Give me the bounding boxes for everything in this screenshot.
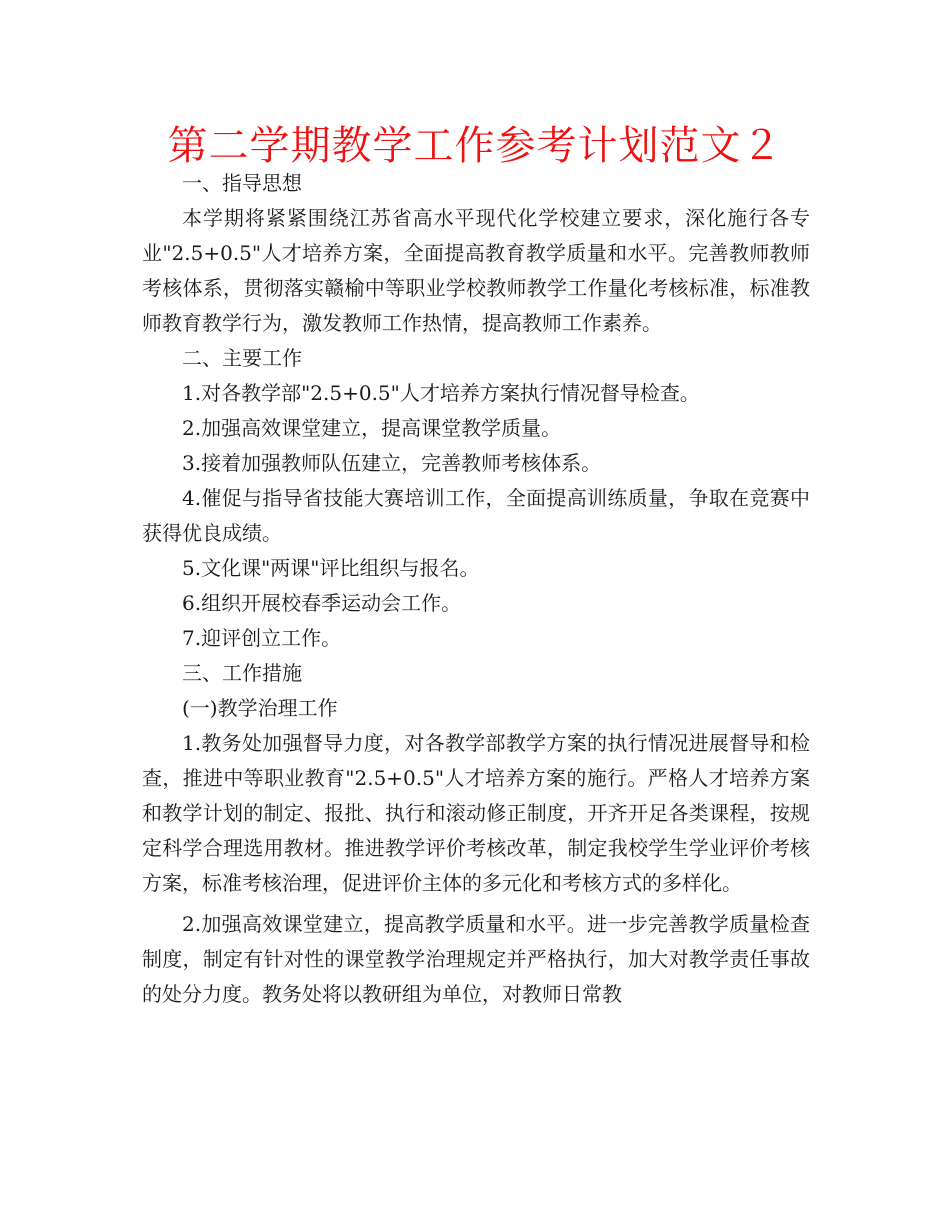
list-item-main-work-7: 7.迎评创立工作。 — [182, 626, 342, 650]
document-body — [142, 166, 810, 1012]
list-item-main-work-3: 3.接着加强教师队伍建立，完善教师考核体系。 — [182, 451, 602, 475]
list-item-main-work-5: 5.文化课"两课"评比组织与报名。 — [182, 556, 480, 580]
paragraph-measure-1: 1.教务处加强督导力度，对各教学部教学方案的执行情况进展督导和检查，推进中等职业教育"2.5+0.5"人才培养方案的施行。严格人才培养方案和教学计划的制定、报批、执行和滚动修正制度，开齐开足各类课程，按规定科学合理选用教材。推进教学评价考核改革，制定我校学生学业评价考核方案，标准考核治理，促进评价主体的多元化和考核方式的多样化。 — [142, 731, 810, 895]
subsection-heading-teaching-management: (一)教学治理工作 — [182, 696, 338, 720]
list-item-main-work-1: 1.对各教学部"2.5+0.5"人才培养方案执行情况督导检查。 — [182, 381, 700, 405]
section-heading-guiding-ideology: 一、指导思想 — [182, 171, 302, 195]
paragraph-measure-2: 2.加强高效课堂建立，提高教学质量和水平。进一步完善教学质量检查制度，制定有针对性的课堂教学治理规定并严格执行，加大对教学责任事故的处分力度。教务处将以教研组为单位，对教师日常教 — [142, 912, 810, 1006]
section-heading-main-work: 二、主要工作 — [182, 346, 302, 370]
document-title: 第二学期教学工作参考计划范文２ — [167, 123, 783, 169]
list-item-main-work-4: 4.催促与指导省技能大赛培训工作，全面提高训练质量，争取在竞赛中获得优良成绩。 — [142, 486, 810, 545]
list-item-main-work-6: 6.组织开展校春季运动会工作。 — [182, 591, 462, 615]
list-item-main-work-2: 2.加强高效课堂建立，提高课堂教学质量。 — [182, 416, 562, 440]
section-heading-work-measures: 三、工作措施 — [182, 661, 302, 685]
paragraph-guiding-ideology: 本学期将紧紧围绕江苏省高水平现代化学校建立要求，深化施行各专业"2.5+0.5"人才培养方案，全面提高教育教学质量和水平。完善教师教师考核体系，贯彻落实赣榆中等职业学校教师教学工作量化考核标准，标准教师教育教学行为，激发教师工作热情，提高教师工作素养。 — [142, 206, 810, 335]
